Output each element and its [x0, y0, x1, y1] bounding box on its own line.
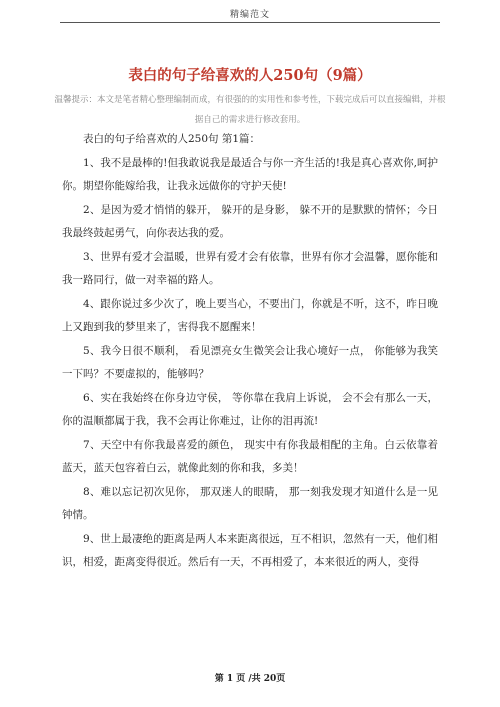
paragraph-3: 3、世界有爱才会温暖，世界有爱才会有依靠，世界有你才会温馨，愿你能和我一路同行，做一对幸福的路人。 [62, 250, 438, 286]
paragraph-8: 8、难以忘记初次见你， 那双迷人的眼睛， 那一刻我发现才知道什么是一见钟情。 [62, 485, 438, 521]
paragraph-5: 5、我今日很不顺利， 看见漂亮女生微笑会让我心境好一点， 你能够为我笑一下吗？不要虚拟的，能够吗？ [62, 344, 438, 380]
paragraph-1: 1、我不是最棒的!但我敢说我是最适合与你一齐生活的!我是真心喜欢你,呵护你。期望你能嫁给我，让我永远做你的守护天使! [62, 156, 438, 192]
paragraph-2: 2、是因为爱才悄悄的躲开， 躲开的是身影， 躲不开的是默默的情怀；今日我最终鼓起勇气，向你表达我的爱。 [62, 203, 438, 239]
page-number: 第 1 页 /共 20页 [214, 674, 286, 684]
paragraph-6: 6、实在我始终在你身边守侯， 等你靠在我肩上诉说， 会不会有那么一天，你的温顺都属于我，我不会再让你难过，让你的泪再流! [62, 391, 438, 427]
document-body [62, 128, 438, 575]
paragraph-7: 7、天空中有你我最喜爱的颜色， 现实中有你我最相配的主角。白云依靠着蓝天，蓝天包容着白云，就像此刻的你和我，多美！ [62, 438, 438, 474]
header-divider [60, 22, 440, 23]
reminder-note: 温馨提示：本文是笔者精心整理编制而成，有很强的的实用性和参考性，下载完成后可以直接编辑，并根据自己的需求进行修改套用。 [54, 95, 446, 125]
page-header: 精编范文 [229, 10, 270, 20]
paragraph-9: 9、世上最凄绝的距离是两人本来距离很远，互不相识，忽然有一天，他们相识，相爱，距离变得很近。然后有一天，不再相爱了，本来很近的两人，变得 [62, 532, 438, 568]
section-heading: 表白的句子给喜欢的人250句 第1篇： [83, 133, 261, 145]
paragraph-4: 4、跟你说过多少次了，晚上要当心，不要出门，你就是不听，这不，昨日晚上又跑到我的梦里来了，害得我不愿醒来！ [62, 297, 438, 333]
document-title: 表白的句子给喜欢的人250句（9篇） [128, 67, 372, 84]
